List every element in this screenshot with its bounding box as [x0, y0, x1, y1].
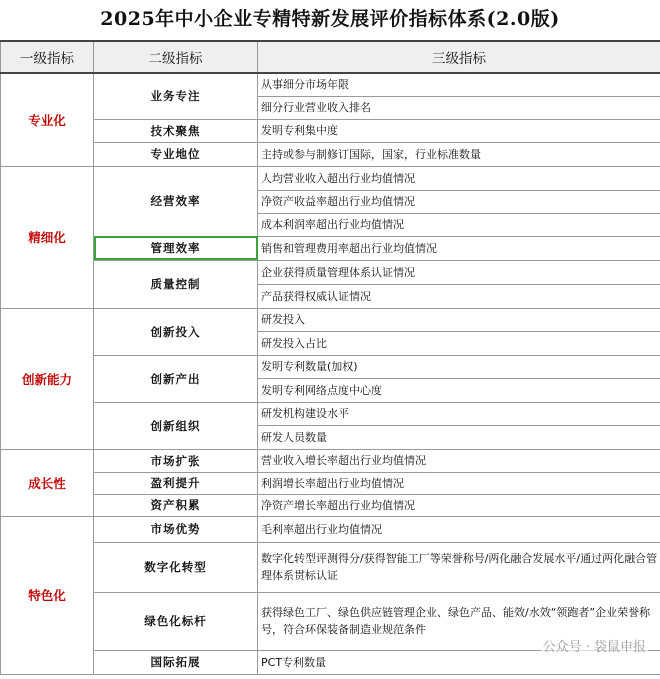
level2-cell: 质量控制 [94, 260, 258, 308]
table-row [1, 119, 660, 142]
table-row [1, 73, 660, 96]
header-level2: 二级指标 [94, 41, 258, 73]
level3-cell: 净资产增长率超出行业均值情况 [258, 494, 660, 516]
level2-cell: 盈利提升 [94, 472, 258, 494]
level3-cell: 人均营业收入超出行业均值情况 [258, 166, 660, 190]
level2-cell: 市场扩张 [94, 449, 258, 472]
level3-cell: 营业收入增长率超出行业均值情况 [258, 449, 660, 472]
level2-cell: 经营效率 [94, 166, 258, 236]
table-row [1, 402, 660, 425]
level3-cell: 发明专利数量(加权) [258, 355, 660, 378]
level1-cell: 成长性 [1, 449, 94, 516]
level2-cell: 国际拓展 [94, 650, 258, 674]
table-row [1, 542, 660, 592]
level3-cell: 主持或参与制修订国际，国家，行业标准数量 [258, 142, 660, 166]
level1-cell: 创新能力 [1, 308, 94, 449]
watermark: 公众号 · 袋鼠申报 [541, 636, 648, 655]
level2-cell: 创新投入 [94, 308, 258, 355]
level3-cell: 研发机构建设水平 [258, 402, 660, 425]
level3-cell: 发明专利网络点度中心度 [258, 378, 660, 402]
level2-cell: 绿色化标杆 [94, 592, 258, 650]
table-row [1, 260, 660, 284]
table-row [1, 494, 660, 516]
level3-cell: 研发投入 [258, 308, 660, 331]
header-level1: 一级指标 [1, 41, 94, 73]
level3-cell: 研发人员数量 [258, 425, 660, 449]
table-row [1, 166, 660, 190]
level2-cell: 资产积累 [94, 494, 258, 516]
level3-cell: 数字化转型评测得分/获得智能工厂等荣誉称号/两化融合发展水平/通过两化融合管理体系贯标认证 [258, 542, 660, 592]
indicator-table [0, 40, 660, 675]
level2-cell-selected[interactable]: 管理效率 [94, 236, 258, 260]
header-level3: 三级指标 [258, 41, 660, 73]
level3-cell: 毛利率超出行业均值情况 [258, 516, 660, 542]
level3-cell: 产品获得权威认证情况 [258, 284, 660, 308]
table-row [1, 308, 660, 331]
level3-cell: 净资产收益率超出行业均值情况 [258, 190, 660, 213]
level3-cell: 利润增长率超出行业均值情况 [258, 472, 660, 494]
table-row [1, 355, 660, 378]
level2-cell: 市场优势 [94, 516, 258, 542]
table-row [1, 516, 660, 542]
table-row [1, 472, 660, 494]
table-row [1, 449, 660, 472]
level3-cell: 从事细分市场年限 [258, 73, 660, 96]
page-title: 2025年中小企业专精特新发展评价指标体系(2.0版) [100, 8, 560, 30]
level3-cell: 成本利润率超出行业均值情况 [258, 213, 660, 236]
table-row [1, 142, 660, 166]
level3-cell: 发明专利集中度 [258, 119, 660, 142]
level1-cell: 精细化 [1, 166, 94, 308]
level3-cell: 获得绿色工厂、绿色供应链管理企业、绿色产品、能效/水效“领跑者”企业荣誉称号，符合环保装备制造业规范条件 [258, 592, 660, 650]
level3-cell: 销售和管理费用率超出行业均值情况 [258, 236, 660, 260]
table-row [1, 236, 660, 260]
level3-cell: 企业获得质量管理体系认证情况 [258, 260, 660, 284]
level2-cell: 创新组织 [94, 402, 258, 449]
level1-cell: 专业化 [1, 73, 94, 166]
level2-cell: 技术聚焦 [94, 119, 258, 142]
level3-cell: 研发投入占比 [258, 331, 660, 355]
level2-cell: 专业地位 [94, 142, 258, 166]
level2-cell: 创新产出 [94, 355, 258, 402]
level2-cell: 业务专注 [94, 73, 258, 119]
table-header-row [1, 41, 660, 73]
level3-cell: 细分行业营业收入排名 [258, 96, 660, 119]
level3-cell: PCT专利数量 [258, 650, 660, 674]
level2-cell: 数字化转型 [94, 542, 258, 592]
level1-cell: 特色化 [1, 516, 94, 674]
